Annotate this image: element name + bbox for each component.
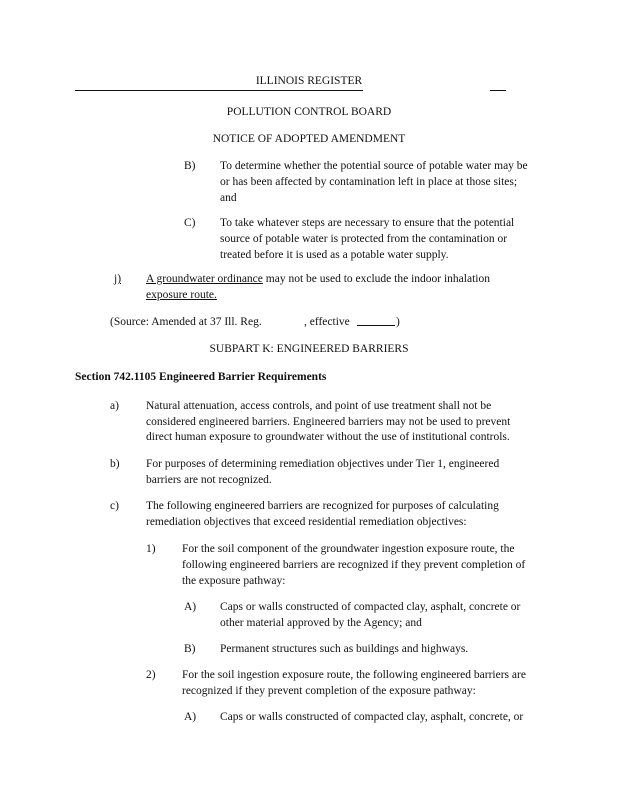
item-j-rest-text: may not be used to exclude the indoor inhalation xyxy=(262,273,490,285)
paragraph-line: barriers are not recognized. xyxy=(146,474,272,486)
item-line: To take whatever steps are necessary to ensure that the potential xyxy=(220,217,515,229)
paragraph-label: c) xyxy=(110,500,119,512)
paragraph-line: The following engineered barriers are recognized for purposes of calculating xyxy=(146,500,499,512)
item-line: Caps or walls constructed of compacted clay, asphalt, concrete or xyxy=(220,601,521,613)
subparagraph-line: For the soil ingestion exposure route, the following engineered barriers are xyxy=(182,669,526,681)
paragraph-line: considered engineered barriers. Engineered barriers may not be used to prevent xyxy=(146,416,511,428)
item-label: C) xyxy=(184,217,196,229)
item-line: Permanent structures such as buildings and highways. xyxy=(220,643,469,655)
paragraph-line: For purposes of determining remediation objectives under Tier 1, engineered xyxy=(146,458,500,470)
item-line: other material approved by the Agency; and xyxy=(220,617,422,629)
subpart-title: SUBPART K: ENGINEERED BARRIERS xyxy=(209,343,409,355)
subparagraph-line: recognized if they prevent completion of the exposure pathway: xyxy=(182,685,476,697)
subparagraph-line: For the soil component of the groundwater ingestion exposure route, the xyxy=(182,543,515,555)
item-line: source of potable water is protected from the contamination or xyxy=(220,233,508,245)
source-blank xyxy=(357,313,395,326)
paragraph-label: b) xyxy=(110,458,120,470)
item-j-label: j) xyxy=(114,273,122,285)
register-title: ILLINOIS REGISTER xyxy=(255,75,363,87)
item-label: B) xyxy=(184,160,196,172)
item-label: B) xyxy=(184,643,196,655)
item-line: treated before it is used as a potable water supply. xyxy=(220,249,449,261)
header-rule xyxy=(75,90,363,91)
subparagraph-line: the exposure pathway: xyxy=(182,575,286,587)
item-line: or has been affected by contamination left in place at those sites; xyxy=(220,176,518,188)
source-prefix: (Source: Amended at 37 Ill. Reg. xyxy=(110,316,262,328)
source-effective: , effective xyxy=(304,316,350,328)
subparagraph-line: following engineered barriers are recognized if they prevent completion of xyxy=(182,559,526,571)
subparagraph-label: 1) xyxy=(146,543,156,555)
item-line: To determine whether the potential source of potable water may be xyxy=(220,160,528,172)
paragraph-line: direct human exposure to groundwater without the use of institutional controls. xyxy=(146,431,510,443)
board-title: POLLUTION CONTROL BOARD xyxy=(226,106,392,118)
item-label: A) xyxy=(184,711,197,723)
paragraph-label: a) xyxy=(110,400,119,412)
item-j-line2: exposure route. xyxy=(146,289,217,301)
header-rule-mark xyxy=(490,90,506,91)
notice-title: NOTICE OF ADOPTED AMENDMENT xyxy=(212,133,406,145)
source-suffix: ) xyxy=(396,316,400,328)
section-heading: Section 742.1105 Engineered Barrier Requirements xyxy=(75,371,327,383)
item-j-underlined-text: A groundwater ordinance xyxy=(146,273,263,285)
item-label: A) xyxy=(184,601,197,613)
item-line: Caps or walls constructed of compacted clay, asphalt, concrete, or xyxy=(220,711,524,723)
subparagraph-label: 2) xyxy=(146,669,156,681)
paragraph-line: remediation objectives that exceed residential remediation objectives: xyxy=(146,516,467,528)
item-line: and xyxy=(220,192,237,204)
paragraph-line: Natural attenuation, access controls, and point of use treatment shall not be xyxy=(146,400,492,412)
